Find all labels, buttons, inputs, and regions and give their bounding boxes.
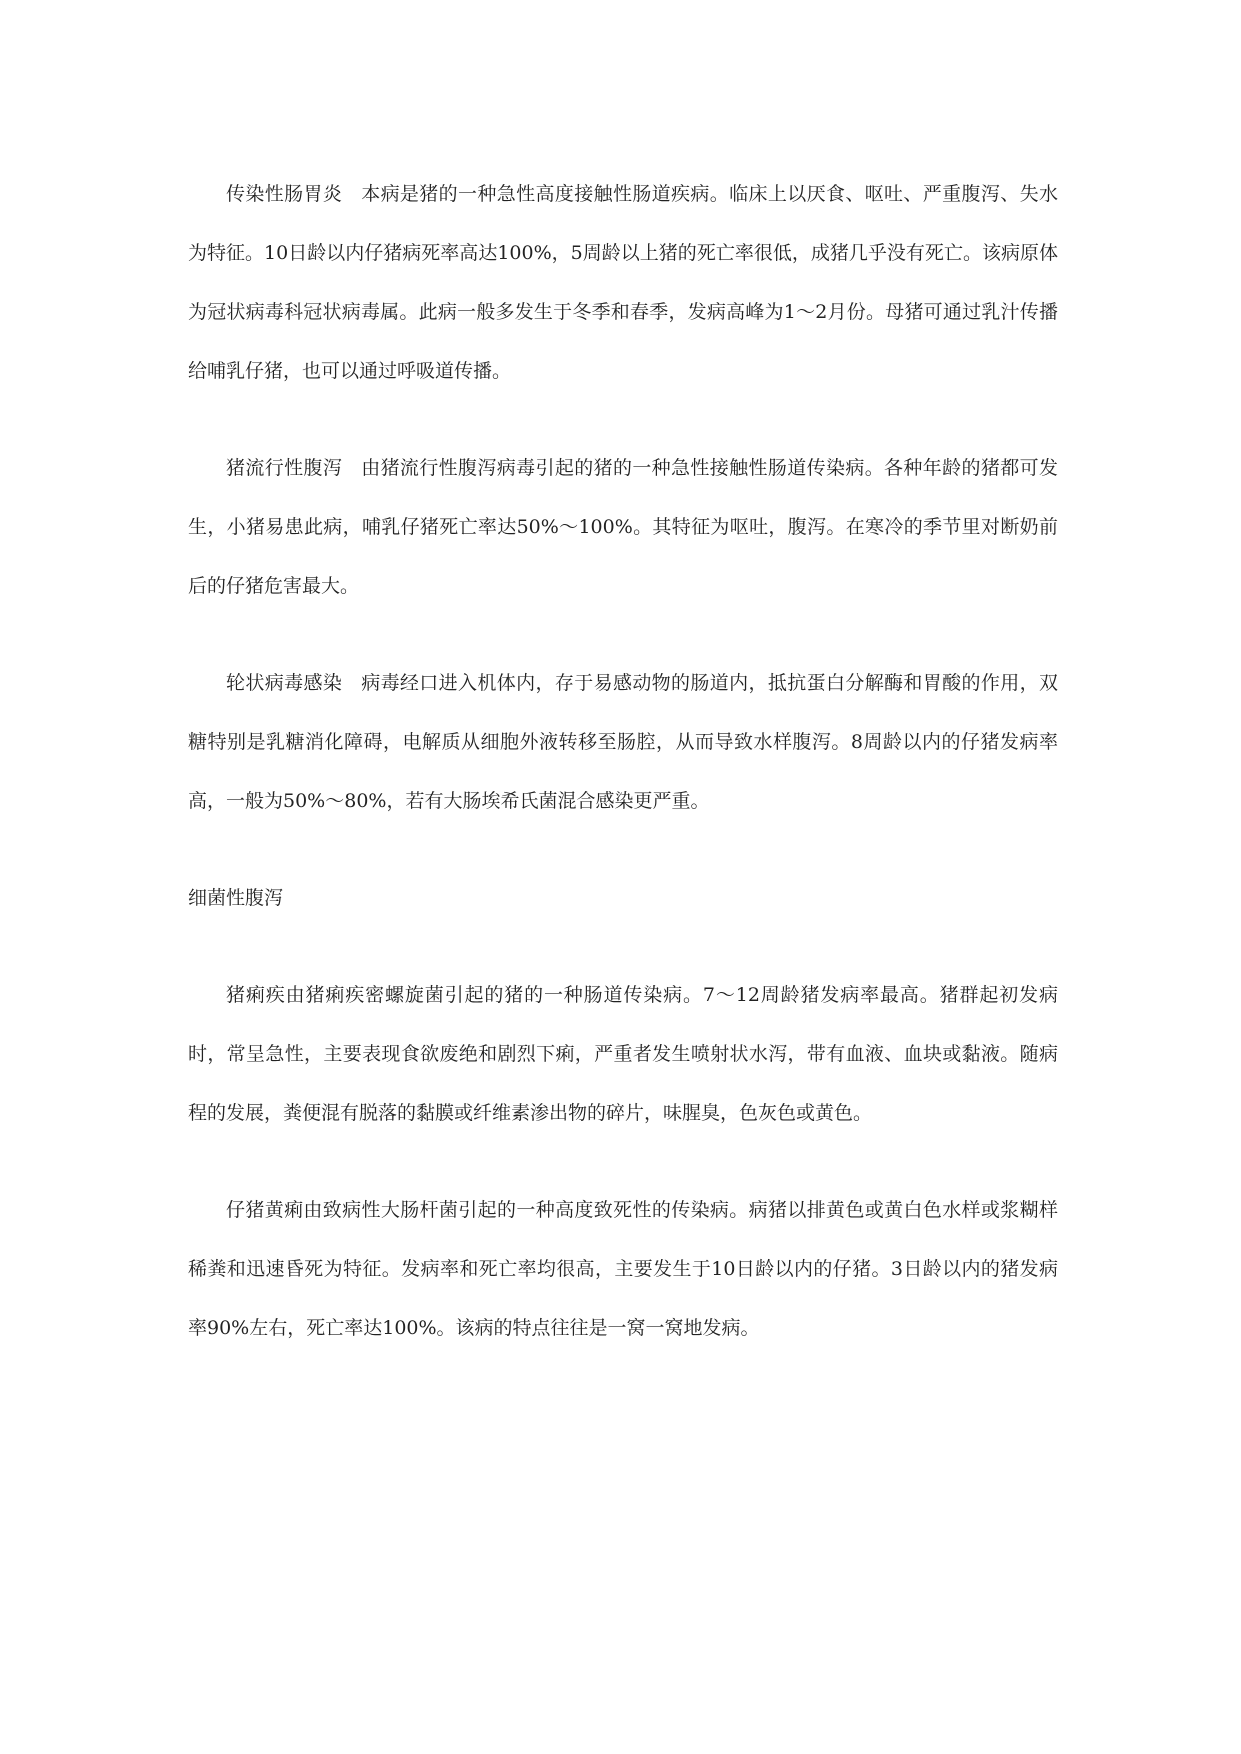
paragraph-text: 仔猪黄痢由致病性大肠杆菌引起的一种高度致死性的传染病。病猪以排黄色或黄白色水样或浆糊样稀粪和迅速昏死为特征。发病率和死亡率均很高，主要发生于10日龄以内的仔猪。3日龄以内的猪发病率90%左右，死亡率达100%。该病的特点往往是一窝一窝地发病。: [188, 1199, 1058, 1339]
paragraph-text: 本病是猪的一种急性高度接触性肠道疾病。临床上以厌食、呕吐、严重腹泻、失水为特征。10日龄以内仔猪病死率高达100%，5周龄以上猪的死亡率很低，成猪几乎没有死亡。该病原体为冠状病毒科冠状病毒属。此病一般多发生于冬季和春季，发病高峰为1～2月份。母猪可通过乳汁传播给哺乳仔猪，也可以通过呼吸道传播。: [188, 183, 1058, 382]
document-body: [188, 165, 1058, 1396]
paragraph-porcine-epidemic-diarrhea: [188, 439, 1058, 616]
section-heading: 细菌性腹泻: [188, 887, 284, 909]
paragraph-piglet-yellow-scour: [188, 1181, 1058, 1358]
paragraph-swine-dysentery: [188, 966, 1058, 1143]
paragraph-lead-term: 传染性肠胃炎: [226, 183, 343, 205]
paragraph-text: 猪痢疾由猪痢疾密螺旋菌引起的猪的一种肠道传染病。7～12周龄猪发病率最高。猪群起初发病时，常呈急性，主要表现食欲废绝和剧烈下痢，严重者发生喷射状水泻，带有血液、血块或黏液。随病程的发展，粪便混有脱落的黏膜或纤维素渗出物的碎片，味腥臭，色灰色或黄色。: [188, 984, 1058, 1124]
paragraph-lead-term: 轮状病毒感染: [226, 672, 343, 694]
paragraph-rotavirus-infection: [188, 654, 1058, 831]
paragraph-lead-term: 猪流行性腹泻: [226, 457, 343, 479]
paragraph-text: 病毒经口进入机体内，存于易感动物的肠道内，抵抗蛋白分解酶和胃酸的作用，双糖特别是乳糖消化障碍，电解质从细胞外液转移至肠腔，从而导致水样腹泻。8周龄以内的仔猪发病率高，一般为50%～80%，若有大肠埃希氏菌混合感染更严重。: [188, 672, 1058, 812]
paragraph-transmissible-gastroenteritis: [188, 165, 1058, 401]
paragraph-text: 由猪流行性腹泻病毒引起的猪的一种急性接触性肠道传染病。各种年龄的猪都可发生，小猪易患此病，哺乳仔猪死亡率达50%～100%。其特征为呕吐，腹泻。在寒冷的季节里对断奶前后的仔猪危害最大。: [188, 457, 1058, 597]
